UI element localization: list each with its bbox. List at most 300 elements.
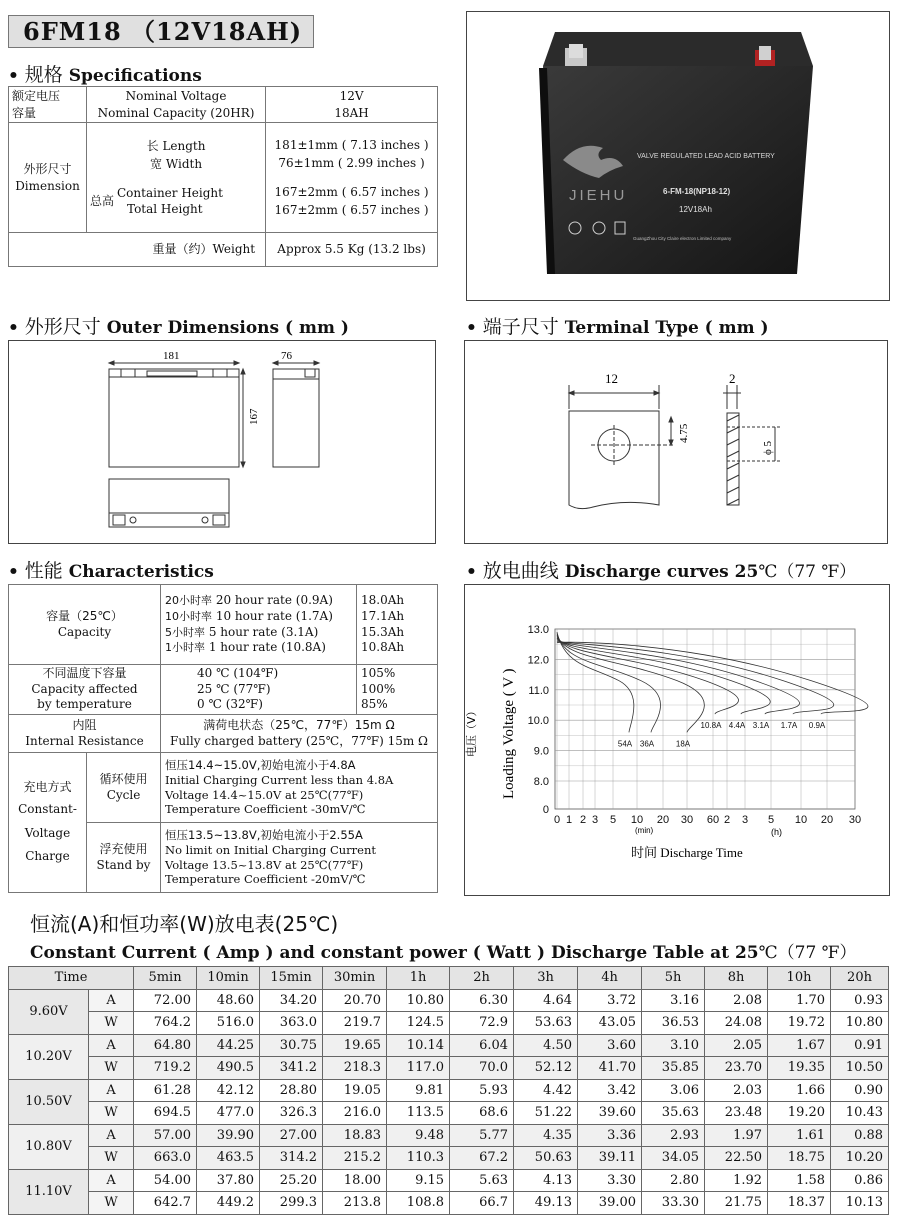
table-cell: 2.80 xyxy=(642,1169,705,1192)
table-row xyxy=(9,1079,889,1102)
y-tick-label: 0 xyxy=(542,804,549,816)
discharge-curves-heading-cn: 放电曲线 xyxy=(482,560,559,582)
table-cell: 4.64 xyxy=(514,989,578,1012)
chart-ylabel-en: Loading Voltage ( V ) xyxy=(501,668,517,799)
rate-value: 17.1Ah xyxy=(361,608,405,623)
table-cell: 19.05 xyxy=(323,1079,387,1102)
column-header: 4h xyxy=(578,967,642,990)
table-cell: 1.66 xyxy=(768,1079,831,1102)
rate-value: 15.3Ah xyxy=(361,624,405,639)
table-cell: 35.85 xyxy=(642,1057,705,1080)
table-cell: 1.70 xyxy=(768,989,831,1012)
table-cell: 6.04 xyxy=(450,1034,514,1057)
terminal-dia-label: ϕ 5 xyxy=(762,440,774,455)
table-cell: 0.86 xyxy=(831,1169,889,1192)
unit-cell: A xyxy=(89,1124,134,1147)
table-cell: 314.2 xyxy=(260,1147,323,1170)
table-cell: 41.70 xyxy=(578,1057,642,1080)
table-cell: 72.00 xyxy=(134,989,197,1012)
curve-label: 18A xyxy=(675,739,691,749)
table-cell: 5.93 xyxy=(450,1079,514,1102)
table-cell: 19.72 xyxy=(768,1012,831,1035)
unit-cell: A xyxy=(89,1169,134,1192)
column-header: 3h xyxy=(514,967,578,990)
table-cell: 5.63 xyxy=(450,1169,514,1192)
depth-label: 76 xyxy=(281,350,292,362)
table-cell: 23.48 xyxy=(705,1102,768,1125)
table-cell: 39.90 xyxy=(197,1124,260,1147)
discharge-chart-svg xyxy=(465,585,889,895)
capacity-value: 18AH xyxy=(334,105,369,120)
arrow-right-2 xyxy=(314,361,319,365)
table-cell: 1.58 xyxy=(768,1169,831,1192)
rate-value: 18.0Ah xyxy=(361,593,405,608)
battery-photo xyxy=(467,12,889,300)
table-cell: 10.13 xyxy=(831,1192,889,1215)
x-tick-label: 30 xyxy=(848,814,862,826)
x-tick-label: 30 xyxy=(680,814,694,826)
table-cell: 0.93 xyxy=(831,989,889,1012)
capacity-label-en: Nominal Capacity (20HR) xyxy=(97,105,255,120)
table-cell: 18.00 xyxy=(323,1169,387,1192)
arrow-right xyxy=(234,361,239,365)
product-rating: 12V18Ah xyxy=(679,205,712,214)
discharge-table xyxy=(8,966,889,1215)
ir-value-en: Fully charged battery (25℃，77℉) 15m Ω xyxy=(170,733,428,748)
unit-cell: A xyxy=(89,989,134,1012)
table-cell: 50.63 xyxy=(514,1147,578,1170)
charge-cn: 充电方式 xyxy=(23,780,72,795)
characteristics-heading-cn: 性能 xyxy=(24,560,63,582)
table-cell: 3.60 xyxy=(578,1034,642,1057)
table-cell: 57.00 xyxy=(134,1124,197,1147)
unit-cell: W xyxy=(89,1057,134,1080)
rate-cn: 5小时率 xyxy=(165,625,205,639)
terminal-svg xyxy=(465,341,887,543)
container-height-label: Container Height xyxy=(117,185,223,200)
x-tick-label: 20 xyxy=(820,814,834,826)
cycle-line: Voltage 14.4~15.0V at 25℃(77℉) xyxy=(165,787,364,802)
charge-en2: Voltage xyxy=(24,825,71,840)
x-tick-label: 0 xyxy=(553,814,561,826)
unit-cell: A xyxy=(89,1034,134,1057)
temp-value: 100% xyxy=(361,681,396,696)
arrow-down xyxy=(241,462,245,467)
table-cell: 490.5 xyxy=(197,1057,260,1080)
brand-text: JIEHU xyxy=(569,187,628,204)
column-header: 15min xyxy=(260,967,323,990)
table-cell: 34.20 xyxy=(260,989,323,1012)
rate-en: 20 hour rate (0.9A) xyxy=(215,593,333,608)
table-cell: 299.3 xyxy=(260,1192,323,1215)
product-maker: GuangZhou City Claire electron Limited company xyxy=(633,236,732,241)
table-corner: Time xyxy=(9,967,134,990)
x-tick-label: 3 xyxy=(591,814,599,826)
discharge-curve xyxy=(557,632,634,732)
voltage-cell: 11.10V xyxy=(9,1169,89,1214)
discharge-curve xyxy=(557,634,661,733)
table-cell: 4.42 xyxy=(514,1079,578,1102)
y-tick-label: 9.0 xyxy=(533,745,549,758)
terminal-tab-negative xyxy=(569,44,583,58)
arrow-left xyxy=(109,361,114,365)
unit-cell: W xyxy=(89,1102,134,1125)
standby-line: 恒压13.5~13.8V,初始电流小于2.55A xyxy=(165,827,363,842)
table-cell: 2.08 xyxy=(705,989,768,1012)
t-arrow-left xyxy=(569,391,574,395)
total-height-label: Total Height xyxy=(127,201,203,216)
curve-label: 3.1A xyxy=(752,721,770,731)
table-cell: 10.14 xyxy=(387,1034,450,1057)
side-terminal xyxy=(305,369,315,377)
table-row xyxy=(9,1192,889,1215)
table-cell: 213.8 xyxy=(323,1192,387,1215)
table-cell: 68.6 xyxy=(450,1102,514,1125)
table-cell: 37.80 xyxy=(197,1169,260,1192)
table-cell: 477.0 xyxy=(197,1102,260,1125)
chart-ylabel-cn: 电压（V） xyxy=(465,705,478,757)
column-header: 10min xyxy=(197,967,260,990)
discharge-table-heading-cn: 恒流(A)和恒功率(W)放电表(25℃) xyxy=(30,912,339,936)
rate-en: 10 hour rate (1.7A) xyxy=(215,608,333,623)
x-tick-label: 20 xyxy=(656,814,670,826)
rate-cn: 20小时率 xyxy=(165,594,212,608)
charge-en3: Charge xyxy=(25,849,70,864)
discharge-curve xyxy=(557,642,868,714)
height-label-cn: 总高 xyxy=(89,193,114,208)
table-cell: 19.65 xyxy=(323,1034,387,1057)
front-terminal-2 xyxy=(213,369,227,377)
table-cell: 9.48 xyxy=(387,1124,450,1147)
table-cell: 10.43 xyxy=(831,1102,889,1125)
outer-dimensions-heading-en: Outer Dimensions ( mm ) xyxy=(106,318,349,338)
table-cell: 18.83 xyxy=(323,1124,387,1147)
table-cell: 52.12 xyxy=(514,1057,578,1080)
curve-label: 54A xyxy=(617,739,633,749)
page-title: 6FM18 （12V18AH) xyxy=(8,15,314,48)
terminal-width-label: 12 xyxy=(605,371,618,386)
voltage-label-cn: 额定电压 xyxy=(12,89,61,104)
charge-en1: Constant- xyxy=(18,801,77,816)
discharge-curves-heading-en: Discharge curves 25 xyxy=(564,562,759,582)
capacity-label-cn: 容量 xyxy=(12,105,37,120)
discharge-chart xyxy=(464,584,890,896)
curve-label: 4.4A xyxy=(728,721,746,731)
table-cell: 70.0 xyxy=(450,1057,514,1080)
y-tick-label: 13.0 xyxy=(527,624,549,636)
table-cell: 663.0 xyxy=(134,1147,197,1170)
container-height-value: 167±2mm ( 6.57 inches ) xyxy=(274,184,429,199)
y-tick-label: 8.0 xyxy=(533,776,549,788)
cycle-line: 恒压14.4~15.0V,初始电流小于4.8A xyxy=(165,757,356,772)
table-cell: 28.80 xyxy=(260,1079,323,1102)
table-cell: 53.63 xyxy=(514,1012,578,1035)
table-cell: 34.05 xyxy=(642,1147,705,1170)
table-row xyxy=(9,1147,889,1170)
table-cell: 5.77 xyxy=(450,1124,514,1147)
table-cell: 10.20 xyxy=(831,1147,889,1170)
total-height-value: 167±2mm ( 6.57 inches ) xyxy=(274,202,429,217)
table-cell: 10.80 xyxy=(831,1012,889,1035)
table-cell: 6.30 xyxy=(450,989,514,1012)
temp-en2: by temperature xyxy=(37,697,132,712)
table-cell: 0.88 xyxy=(831,1124,889,1147)
table-cell: 43.05 xyxy=(578,1012,642,1035)
table-cell: 21.75 xyxy=(705,1192,768,1215)
table-cell: 110.3 xyxy=(387,1147,450,1170)
rate-en: 5 hour rate (3.1A) xyxy=(208,624,319,639)
voltage-cell: 10.80V xyxy=(9,1124,89,1169)
discharge-curves-heading: • 放电曲线 Discharge curves 25℃（77 ℉） xyxy=(466,560,857,582)
cycle-en: Cycle xyxy=(106,787,141,802)
table-row xyxy=(9,1169,889,1192)
standby-cn: 浮充使用 xyxy=(99,841,148,856)
capacity-en: Capacity xyxy=(57,624,112,639)
chart-xlabel-cn: 时间 xyxy=(631,846,658,861)
table-cell: 694.5 xyxy=(134,1102,197,1125)
table-cell: 1.67 xyxy=(768,1034,831,1057)
table-cell: 30.75 xyxy=(260,1034,323,1057)
table-cell: 108.8 xyxy=(387,1192,450,1215)
column-header: 5h xyxy=(642,967,705,990)
minus-icon xyxy=(130,517,136,523)
table-cell: 9.81 xyxy=(387,1079,450,1102)
table-cell: 124.5 xyxy=(387,1012,450,1035)
chart-h-label: (h) xyxy=(771,827,782,837)
weight-value: Approx 5.5 Kg (13.2 lbs) xyxy=(266,233,438,267)
arrow-left-2 xyxy=(273,361,278,365)
terminal-thickness-label: 2 xyxy=(729,371,736,386)
dimension-label-en: Dimension xyxy=(15,178,80,193)
table-cell: 4.50 xyxy=(514,1034,578,1057)
table-cell: 22.50 xyxy=(705,1147,768,1170)
table-cell: 764.2 xyxy=(134,1012,197,1035)
t-arrow-right xyxy=(654,391,659,395)
column-header: 5min xyxy=(134,967,197,990)
table-cell: 463.5 xyxy=(197,1147,260,1170)
table-cell: 4.13 xyxy=(514,1169,578,1192)
table-cell: 10.80 xyxy=(387,989,450,1012)
standby-line: Temperature Coefficient -20mV/℃ xyxy=(165,872,366,887)
unit-cell: W xyxy=(89,1192,134,1215)
terminal-drawing xyxy=(464,340,888,544)
table-cell: 3.10 xyxy=(642,1034,705,1057)
table-cell: 66.7 xyxy=(450,1192,514,1215)
y-tick-label: 10.0 xyxy=(527,715,549,728)
table-cell: 2.05 xyxy=(705,1034,768,1057)
top-terminal-1 xyxy=(113,515,125,525)
terminal-heading: • 端子尺寸 Terminal Type ( mm ) xyxy=(466,316,769,338)
temp-value: 105% xyxy=(361,666,396,681)
voltage-value: 12V xyxy=(339,89,364,104)
top-terminal-2 xyxy=(213,515,225,525)
width-value: 76±1mm ( 2.99 inches ) xyxy=(278,156,425,171)
terminal-heading-en: Terminal Type ( mm ) xyxy=(564,318,769,338)
side-view xyxy=(273,369,319,467)
table-cell: 218.3 xyxy=(323,1057,387,1080)
capacity-cn: 容量（25℃） xyxy=(46,608,123,623)
cycle-line: Initial Charging Current less than 4.8A xyxy=(165,772,394,787)
table-cell: 33.30 xyxy=(642,1192,705,1215)
table-row xyxy=(9,1102,889,1125)
x-tick-label: 2 xyxy=(723,814,731,826)
voltage-cell: 9.60V xyxy=(9,989,89,1034)
table-cell: 642.7 xyxy=(134,1192,197,1215)
curve-label: 10.8A xyxy=(700,721,722,731)
outer-dimensions-heading-cn: 外形尺寸 xyxy=(24,316,101,338)
table-cell: 18.75 xyxy=(768,1147,831,1170)
table-row xyxy=(9,1012,889,1035)
table-cell: 39.60 xyxy=(578,1102,642,1125)
outer-dimensions-drawing xyxy=(8,340,436,544)
ir-value-cn: 满荷电状态（25℃，77℉）15m Ω xyxy=(203,717,395,732)
weight-label-en: Weight xyxy=(212,242,256,257)
table-cell: 449.2 xyxy=(197,1192,260,1215)
table-cell: 326.3 xyxy=(260,1102,323,1125)
table-row xyxy=(9,1124,889,1147)
table-cell: 18.37 xyxy=(768,1192,831,1215)
table-row xyxy=(9,1034,889,1057)
x-tick-label: 5 xyxy=(609,814,617,826)
top-view xyxy=(109,479,229,527)
temp-value: 85% xyxy=(361,697,388,712)
table-row xyxy=(9,1057,889,1080)
curve-label: 0.9A xyxy=(808,721,826,731)
table-cell: 67.2 xyxy=(450,1147,514,1170)
table-cell: 219.7 xyxy=(323,1012,387,1035)
column-header: 1h xyxy=(387,967,450,990)
table-row xyxy=(9,989,889,1012)
column-header: 10h xyxy=(768,967,831,990)
table-cell: 1.97 xyxy=(705,1124,768,1147)
unit-cell: W xyxy=(89,1147,134,1170)
rate-en: 1 hour rate (10.8A) xyxy=(208,640,326,655)
y-tick-label: 11.0 xyxy=(528,684,549,697)
table-cell: 44.25 xyxy=(197,1034,260,1057)
h-arrow-down xyxy=(669,440,673,445)
width-label-cn: 宽 xyxy=(150,157,163,172)
arrow-up xyxy=(241,369,245,374)
chart-min-label: (min) xyxy=(635,826,654,835)
column-header: 8h xyxy=(705,967,768,990)
temp-point: 40 ℃ (104℉) xyxy=(197,666,279,681)
ir-en: Internal Resistance xyxy=(25,733,144,748)
table-cell: 4.35 xyxy=(514,1124,578,1147)
curve-label: 36A xyxy=(639,739,655,749)
table-cell: 216.0 xyxy=(323,1102,387,1125)
voltage-cell: 10.20V xyxy=(9,1034,89,1079)
table-cell: 9.15 xyxy=(387,1169,450,1192)
table-cell: 10.50 xyxy=(831,1057,889,1080)
characteristics-table xyxy=(8,584,438,893)
cycle-line: Temperature Coefficient -30mV/℃ xyxy=(165,802,366,817)
discharge-table-heading-unit: ℃（77 ℉） xyxy=(758,943,857,963)
width-label: 181 xyxy=(163,350,180,362)
voltage-cell: 10.50V xyxy=(9,1079,89,1124)
table-cell: 19.35 xyxy=(768,1057,831,1080)
temp-cn: 不同温度下容量 xyxy=(42,666,127,681)
table-cell: 39.00 xyxy=(578,1192,642,1215)
length-label-cn: 长 xyxy=(146,139,159,154)
y-tick-label: 12.0 xyxy=(527,654,549,667)
table-cell: 3.30 xyxy=(578,1169,642,1192)
table-cell: 49.13 xyxy=(514,1192,578,1215)
outer-dimensions-heading: • 外形尺寸 Outer Dimensions ( mm ) xyxy=(8,316,349,338)
temp-point: 25 ℃ (77℉) xyxy=(197,681,271,696)
table-cell: 51.22 xyxy=(514,1102,578,1125)
temp-en1: Capacity affected xyxy=(31,681,138,696)
dimension-label-cn: 外形尺寸 xyxy=(23,162,72,177)
unit-cell: A xyxy=(89,1079,134,1102)
chart-xlabel xyxy=(631,845,743,861)
table-cell: 39.11 xyxy=(578,1147,642,1170)
cycle-cn: 循环使用 xyxy=(99,771,148,786)
table-cell: 3.06 xyxy=(642,1079,705,1102)
table-cell: 0.90 xyxy=(831,1079,889,1102)
standby-en: Stand by xyxy=(96,857,151,872)
x-tick-label: 2 xyxy=(579,814,587,826)
standby-line: No limit on Initial Charging Current xyxy=(165,842,377,857)
discharge-table-heading-en: Constant Current ( Amp ) and constant power ( Watt ) Discharge Table at 25 xyxy=(30,943,759,963)
width-label-en: Width xyxy=(165,157,203,172)
table-cell: 3.72 xyxy=(578,989,642,1012)
table-cell: 42.12 xyxy=(197,1079,260,1102)
table-cell: 35.63 xyxy=(642,1102,705,1125)
table-cell: 61.28 xyxy=(134,1079,197,1102)
table-cell: 20.70 xyxy=(323,989,387,1012)
rate-cn: 10小时率 xyxy=(165,609,212,623)
table-cell: 2.03 xyxy=(705,1079,768,1102)
table-cell: 3.36 xyxy=(578,1124,642,1147)
temp-point: 0 ℃ (32℉) xyxy=(197,697,263,712)
table-cell: 27.00 xyxy=(260,1124,323,1147)
x-tick-label: 1 xyxy=(565,814,573,826)
rate-cn: 1小时率 xyxy=(165,641,205,655)
table-cell: 19.20 xyxy=(768,1102,831,1125)
unit-cell: W xyxy=(89,1012,134,1035)
curve-label: 1.7A xyxy=(780,721,798,731)
table-cell: 363.0 xyxy=(260,1012,323,1035)
table-cell: 2.93 xyxy=(642,1124,705,1147)
height-label: 167 xyxy=(248,408,260,425)
x-tick-label: 60 xyxy=(706,814,720,826)
plus-icon xyxy=(202,517,208,523)
characteristics-heading: • 性能 Characteristics xyxy=(8,560,214,582)
table-cell: 516.0 xyxy=(197,1012,260,1035)
rate-value: 10.8Ah xyxy=(361,640,405,655)
column-header: 20h xyxy=(831,967,889,990)
characteristics-heading-en: Characteristics xyxy=(68,562,214,582)
x-tick-label: 10 xyxy=(794,814,808,826)
chart-xlabel-en: Discharge Time xyxy=(660,845,743,860)
table-cell: 64.80 xyxy=(134,1034,197,1057)
outer-dimensions-svg xyxy=(9,341,435,543)
terminal-tab xyxy=(759,46,771,60)
hatching xyxy=(727,415,739,505)
table-cell: 23.70 xyxy=(705,1057,768,1080)
table-cell: 3.42 xyxy=(578,1079,642,1102)
table-cell: 24.08 xyxy=(705,1012,768,1035)
terminal-heading-cn: 端子尺寸 xyxy=(482,316,559,338)
voltage-label-en: Nominal Voltage xyxy=(125,89,227,104)
table-cell: 25.20 xyxy=(260,1169,323,1192)
product-photo-frame xyxy=(466,11,890,301)
table-cell: 54.00 xyxy=(134,1169,197,1192)
specifications-heading: • 规格 Specifications xyxy=(8,64,202,86)
column-header: 30min xyxy=(323,967,387,990)
front-vent xyxy=(147,371,197,376)
table-cell: 341.2 xyxy=(260,1057,323,1080)
